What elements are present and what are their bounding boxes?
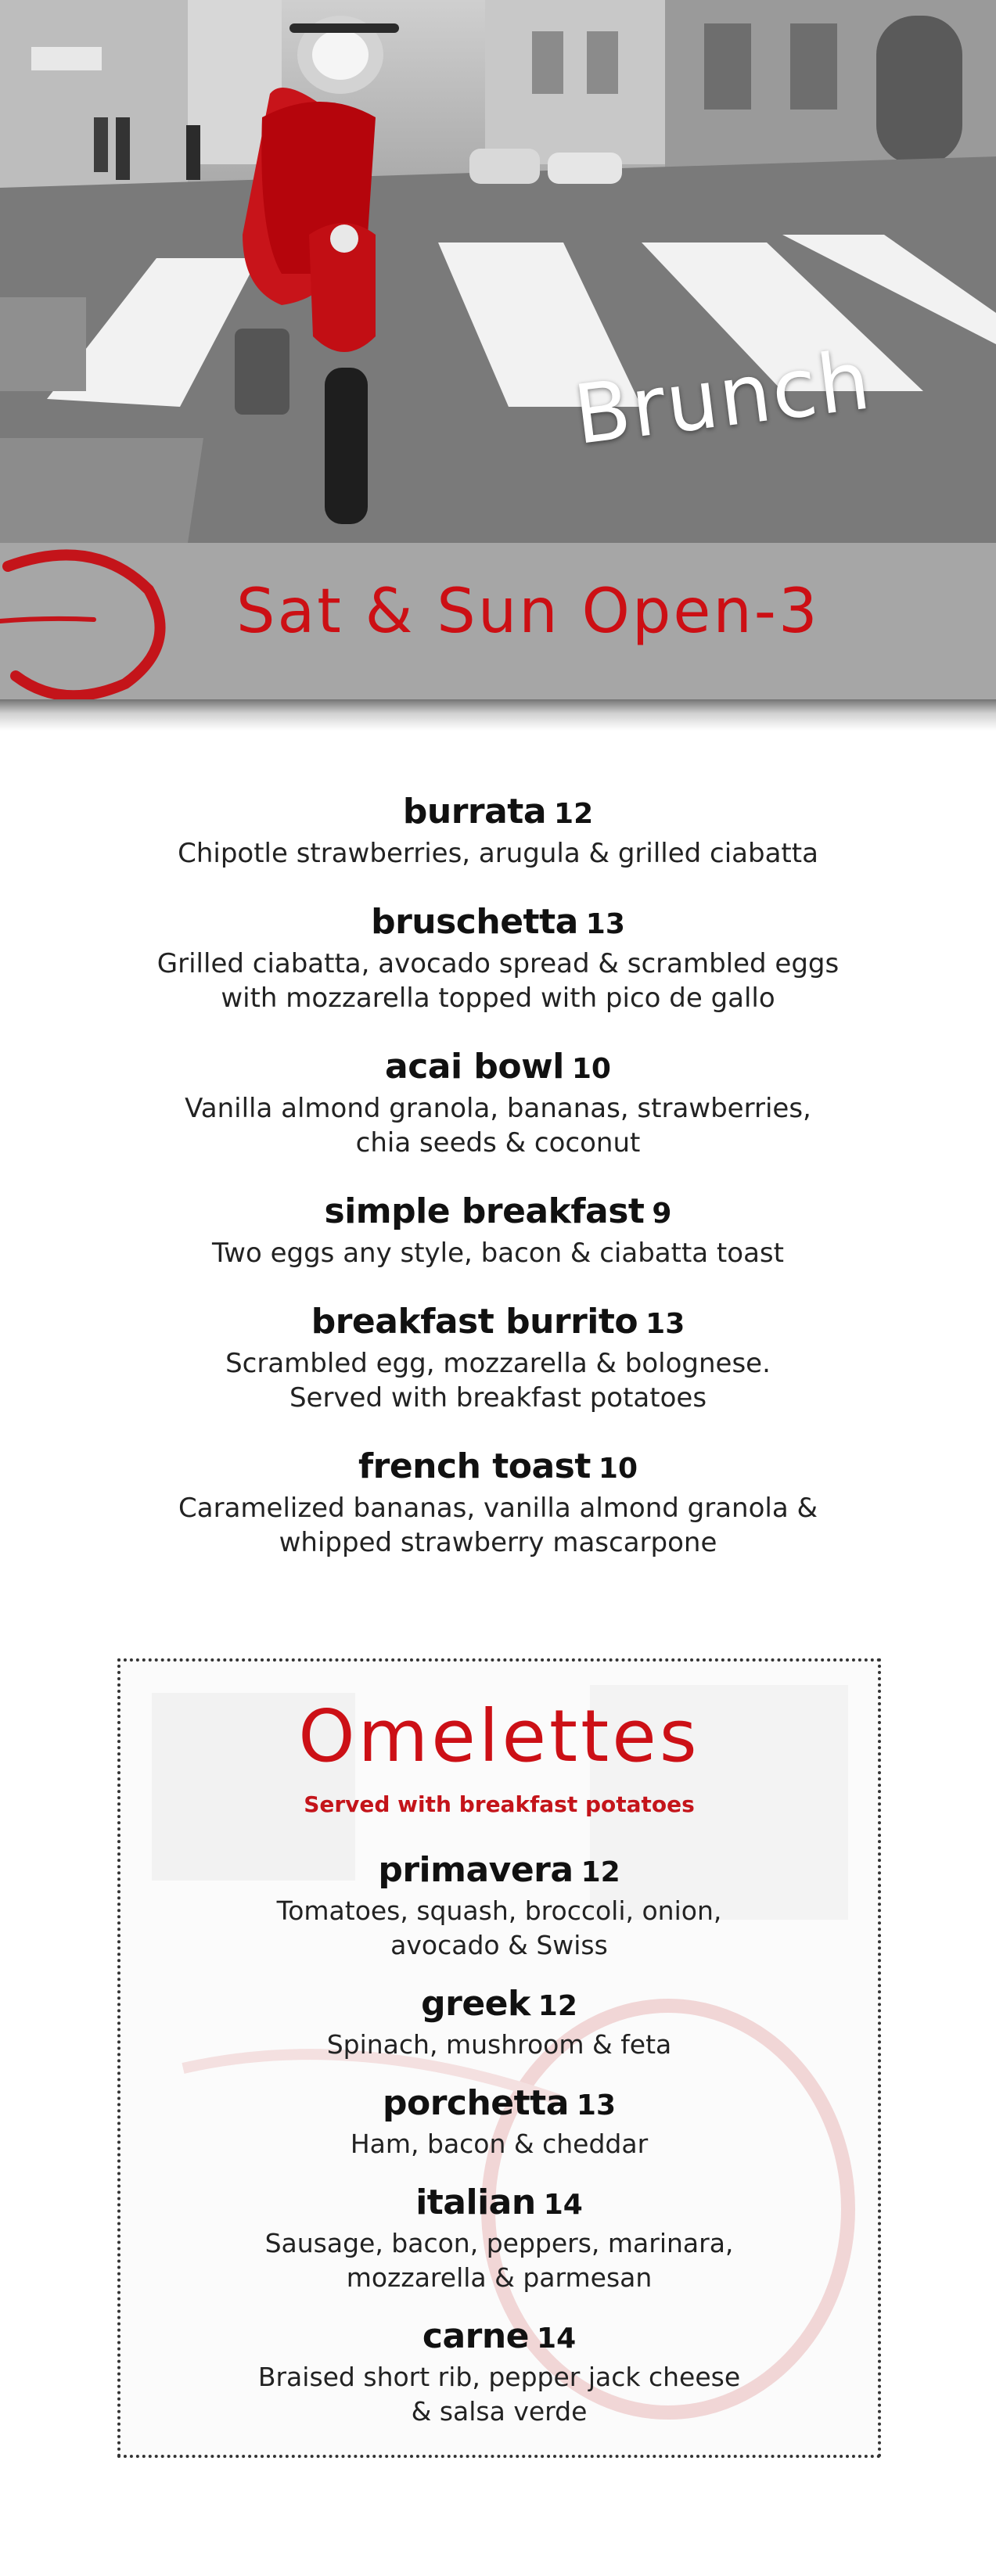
- item-name: primavera: [378, 1850, 574, 1890]
- item-price: 12: [554, 798, 594, 830]
- red-brush-circle-icon: [0, 543, 172, 699]
- hero-title: Brunch: [569, 332, 877, 463]
- item-description: Grilled ciabatta, avocado spread & scrambled eggs: [156, 948, 840, 979]
- street-scooter-photo: [0, 0, 996, 543]
- menu-item: [120, 2316, 878, 2429]
- item-description: Served with breakfast potatoes: [289, 1382, 707, 1414]
- item-price: 13: [576, 2089, 617, 2122]
- omelettes-title: Omelettes: [298, 1694, 700, 1778]
- item-description: whipped strawberry mascarpone: [279, 1527, 717, 1558]
- band-shadow: [0, 699, 996, 731]
- item-description: mozzarella & parmesan: [346, 2262, 653, 2293]
- item-name: porchetta: [382, 2083, 569, 2123]
- item-name: carne: [422, 2316, 530, 2356]
- brunch-menu: [0, 790, 996, 1590]
- item-description: Chipotle strawberries, arugula & grilled ciabatta: [178, 838, 818, 869]
- item-name: bruschetta: [371, 902, 578, 942]
- omelettes-subtitle: Served with breakfast potatoes: [304, 1791, 695, 1817]
- item-price: 13: [585, 908, 625, 940]
- item-description: Sausage, bacon, peppers, marinara,: [264, 2228, 734, 2258]
- menu-item: [120, 1849, 878, 1963]
- item-name: french toast: [358, 1446, 591, 1486]
- menu-item: [0, 1445, 996, 1560]
- item-description: Tomatoes, squash, broccoli, onion,: [276, 1895, 722, 1926]
- item-price: 10: [571, 1053, 611, 1085]
- menu-item: [0, 1190, 996, 1270]
- item-price: 12: [538, 1990, 577, 2022]
- hours-text: Sat & Sun Open-3: [236, 577, 820, 647]
- item-price: 14: [537, 2323, 577, 2355]
- omelettes-list: [120, 1849, 878, 2449]
- hero-photo: [0, 0, 996, 543]
- item-name: greek: [421, 1984, 530, 2024]
- menu-item: [120, 2182, 878, 2295]
- item-price: 12: [581, 1856, 620, 1888]
- item-description: Vanilla almond granola, bananas, strawberries,: [185, 1093, 811, 1124]
- item-description: & salsa verde: [411, 2396, 588, 2427]
- hours-banner: [0, 543, 996, 699]
- item-name: acai bowl: [385, 1047, 564, 1087]
- item-description: avocado & Swiss: [390, 1930, 608, 1960]
- item-description: chia seeds & coconut: [355, 1127, 641, 1159]
- menu-item: [0, 790, 996, 871]
- item-price: 9: [652, 1198, 672, 1230]
- item-description: Scrambled egg, mozzarella & bolognese.: [225, 1348, 771, 1379]
- menu-item: [120, 1983, 878, 2062]
- item-description: Braised short rib, pepper jack cheese: [257, 2362, 741, 2392]
- item-price: 10: [598, 1453, 638, 1485]
- item-name: burrata: [402, 792, 547, 832]
- item-price: 13: [645, 1308, 685, 1340]
- item-description: with mozzarella topped with pico de gallo: [221, 983, 775, 1014]
- item-price: 14: [543, 2189, 583, 2221]
- omelettes-section: [117, 1658, 881, 2458]
- item-description: Ham, bacon & cheddar: [350, 2129, 649, 2159]
- item-name: italian: [415, 2183, 536, 2222]
- menu-item: [0, 1300, 996, 1415]
- item-description: Two eggs any style, bacon & ciabatta toast: [212, 1238, 784, 1269]
- menu-item: [0, 1045, 996, 1160]
- item-description: Caramelized bananas, vanilla almond granola &: [178, 1493, 818, 1524]
- item-name: simple breakfast: [324, 1191, 645, 1231]
- item-description: Spinach, mushroom & feta: [326, 2029, 672, 2060]
- menu-item: [120, 2082, 878, 2161]
- menu-item: [0, 900, 996, 1015]
- item-name: breakfast burrito: [311, 1302, 638, 1342]
